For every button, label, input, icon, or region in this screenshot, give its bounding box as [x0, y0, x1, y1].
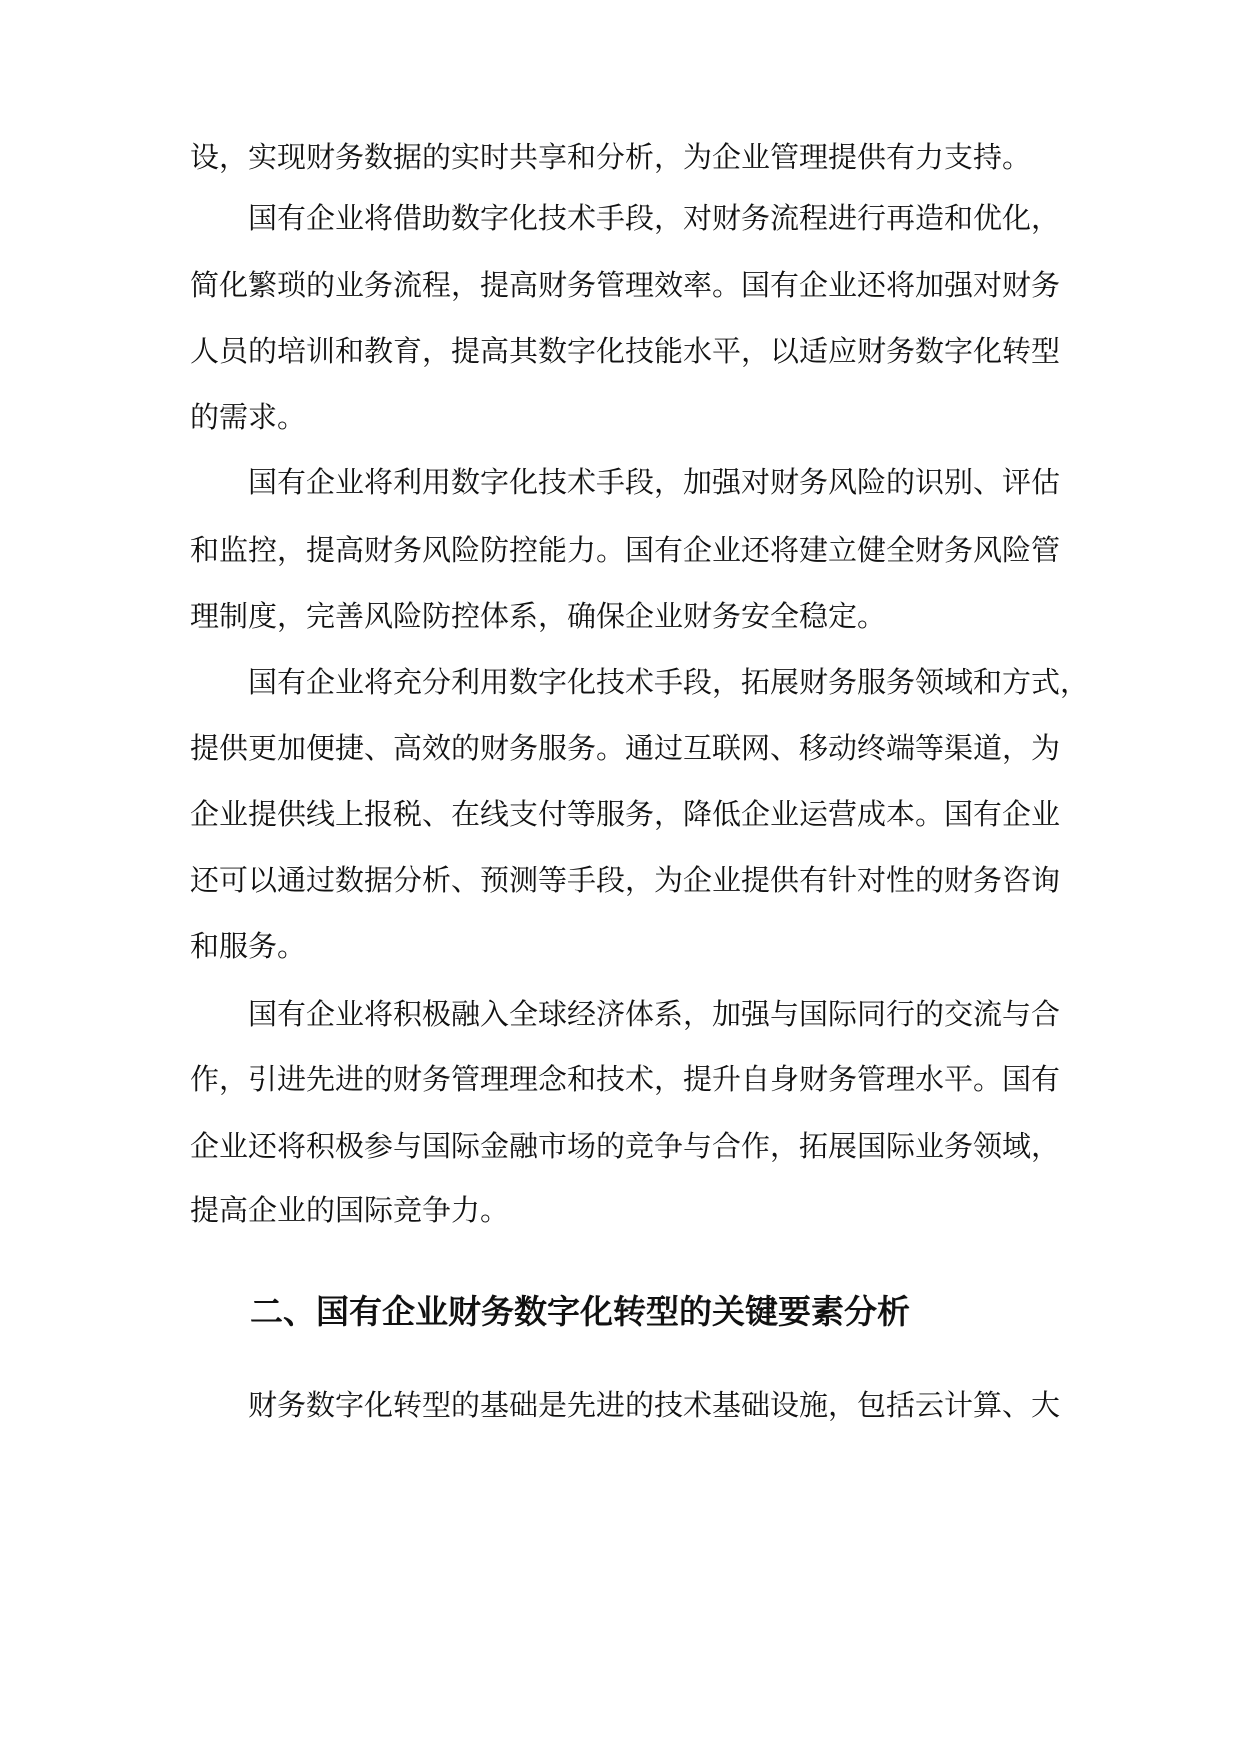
paragraph-line: 财务数字化转型的基础是先进的技术基础设施，包括云计算、大	[248, 1388, 1061, 1422]
section-heading: 二、国有企业财务数字化转型的关键要素分析	[250, 1292, 910, 1331]
paragraph-line: 国有企业将积极融入全球经济体系，加强与国际同行的交流与合	[248, 997, 1061, 1031]
paragraph-line: 国有企业将借助数字化技术手段，对财务流程进行再造和优化，	[248, 201, 1061, 235]
paragraph-line: 企业还将积极参与国际金融市场的竞争与合作，拓展国际业务领域，	[190, 1129, 1061, 1163]
paragraph-line: 的需求。	[190, 400, 307, 434]
paragraph-line: 和监控，提高财务风险防控能力。国有企业还将建立健全财务风险管	[190, 533, 1061, 567]
paragraph-line: 作，引进先进的财务管理理念和技术，提升自身财务管理水平。国有	[190, 1062, 1061, 1096]
paragraph-line: 和服务。	[190, 929, 307, 963]
paragraph-line: 提高企业的国际竞争力。	[190, 1193, 510, 1227]
paragraph-line: 人员的培训和教育，提高其数字化技能水平，以适应财务数字化转型	[190, 334, 1061, 368]
paragraph-line: 理制度，完善风险防控体系，确保企业财务安全稳定。	[190, 599, 887, 633]
paragraph-line: 提供更加便捷、高效的财务服务。通过互联网、移动终端等渠道，为	[190, 731, 1061, 765]
paragraph-line: 还可以通过数据分析、预测等手段，为企业提供有针对性的财务咨询	[190, 863, 1061, 897]
paragraph-line: 国有企业将充分利用数字化技术手段，拓展财务服务领域和方式，	[248, 665, 1090, 699]
paragraph-line: 企业提供线上报税、在线支付等服务，降低企业运营成本。国有企业	[190, 797, 1061, 831]
paragraph-line: 国有企业将利用数字化技术手段，加强对财务风险的识别、评估	[248, 465, 1061, 499]
paragraph-line: 设，实现财务数据的实时共享和分析，为企业管理提供有力支持。	[190, 140, 1032, 174]
paragraph-line: 简化繁琐的业务流程，提高财务管理效率。国有企业还将加强对财务	[190, 268, 1061, 302]
